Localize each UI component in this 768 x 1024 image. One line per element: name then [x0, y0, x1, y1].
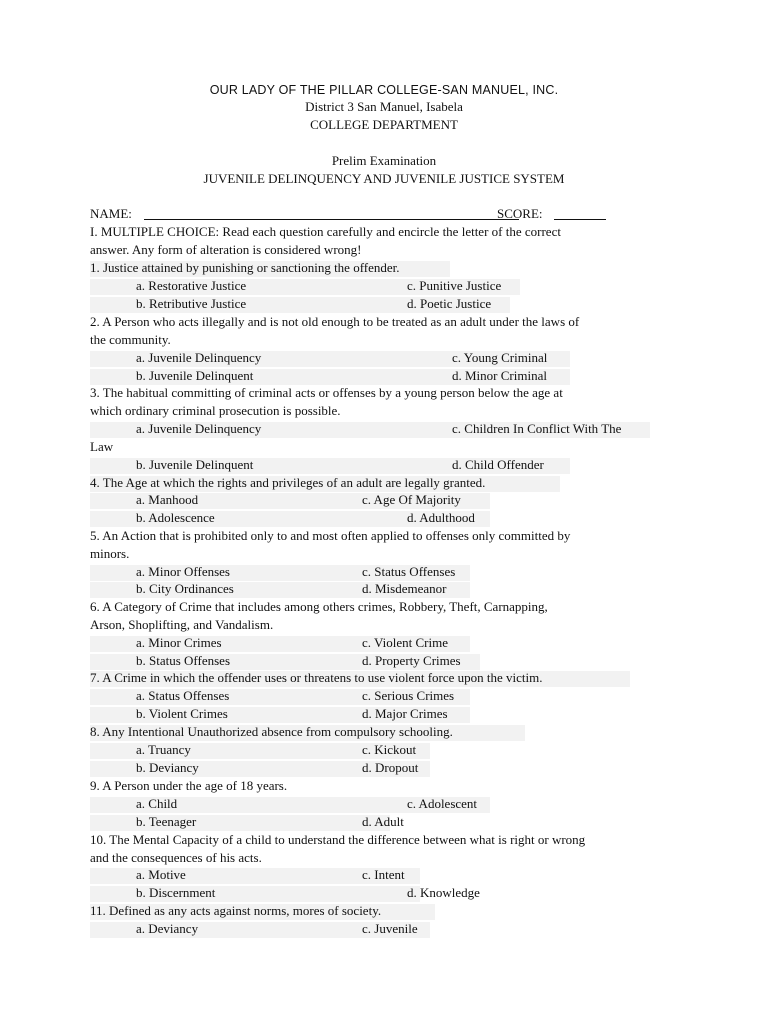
q3-option-c-cont: Law [90, 439, 114, 454]
q5-option-c[interactable]: c. Status Offenses [362, 564, 456, 579]
q5-option-b[interactable]: b. City Ordinances [136, 581, 234, 596]
q3-option-d[interactable]: d. Child Offender [452, 457, 544, 472]
question-5: 5. An Action that is prohibited only to and most often applied to offenses only committed by [90, 528, 571, 543]
q10-option-d[interactable]: d. Knowledge [407, 885, 480, 900]
q3-option-b[interactable]: b. Juvenile Delinquent [136, 457, 254, 472]
q7-option-b[interactable]: b. Violent Crimes [136, 706, 228, 721]
q5-option-a[interactable]: a. Minor Offenses [136, 564, 230, 579]
q1-option-b[interactable]: b. Retributive Justice [136, 296, 247, 311]
q9-option-c[interactable]: c. Adolescent [407, 796, 478, 811]
question-8: 8. Any Intentional Unauthorized absence from compulsory schooling. [90, 724, 453, 739]
question-5-cont: minors. [90, 546, 130, 561]
name-label: NAME: [90, 206, 132, 221]
question-4: 4. The Age at which the rights and privileges of an adult are legally granted. [90, 475, 486, 490]
q7-option-d[interactable]: d. Major Crimes [362, 706, 448, 721]
school-name: OUR LADY OF THE PILLAR COLLEGE-SAN MANUEL, INC. [209, 83, 559, 97]
question-3-cont: which ordinary criminal prosecution is possible. [90, 403, 341, 418]
question-6-cont: Arson, Shoplifting, and Vandalism. [90, 617, 274, 632]
score-field[interactable] [554, 219, 606, 220]
school-address: District 3 San Manuel, Isabela [305, 99, 463, 114]
q4-option-a[interactable]: a. Manhood [136, 492, 199, 507]
q7-option-c[interactable]: c. Serious Crimes [362, 688, 455, 703]
q2-option-c[interactable]: c. Young Criminal [452, 350, 548, 365]
q4-option-c[interactable]: c. Age Of Majority [362, 492, 461, 507]
q6-option-a[interactable]: a. Minor Crimes [136, 635, 222, 650]
question-1: 1. Justice attained by punishing or sanctioning the offender. [90, 260, 400, 275]
q2-option-d[interactable]: d. Minor Criminal [452, 368, 547, 383]
q8-option-a[interactable]: a. Truancy [136, 742, 191, 757]
q3-option-a[interactable]: a. Juvenile Delinquency [136, 421, 262, 436]
q6-option-c[interactable]: c. Violent Crime [362, 635, 448, 650]
q2-option-b[interactable]: b. Juvenile Delinquent [136, 368, 254, 383]
name-field[interactable] [144, 219, 519, 220]
q3-option-c[interactable]: c. Children In Conflict With The [452, 421, 622, 436]
q1-option-d[interactable]: d. Poetic Justice [407, 296, 492, 311]
q10-option-a[interactable]: a. Motive [136, 867, 186, 882]
subject-title: JUVENILE DELINQUENCY AND JUVENILE JUSTICE SYSTEM [203, 171, 565, 186]
q10-option-b[interactable]: b. Discernment [136, 885, 216, 900]
question-7: 7. A Crime in which the offender uses or threatens to use violent force upon the victim. [90, 670, 543, 685]
score-label: SCORE: [497, 206, 543, 221]
q8-option-b[interactable]: b. Deviancy [136, 760, 199, 775]
q9-option-a[interactable]: a. Child [136, 796, 178, 811]
q7-option-a[interactable]: a. Status Offenses [136, 688, 230, 703]
question-10-cont: and the consequences of his acts. [90, 850, 262, 865]
name-score-row [90, 205, 610, 223]
question-3: 3. The habitual committing of criminal acts or offenses by a young person below the age at [90, 385, 563, 400]
q8-option-c[interactable]: c. Kickout [362, 742, 417, 757]
q6-option-d[interactable]: d. Property Crimes [362, 653, 461, 668]
q10-option-c[interactable]: c. Intent [362, 867, 405, 882]
question-11: 11. Defined as any acts against norms, mores of society. [90, 903, 382, 918]
question-2: 2. A Person who acts illegally and is not old enough to be treated as an adult under the laws of [90, 314, 580, 329]
exam-title: Prelim Examination [331, 153, 437, 168]
q6-option-b[interactable]: b. Status Offenses [136, 653, 231, 668]
q9-option-b[interactable]: b. Teenager [136, 814, 197, 829]
highlight [90, 815, 390, 831]
question-10: 10. The Mental Capacity of a child to understand the difference between what is right or wrong [90, 832, 586, 847]
question-9: 9. A Person under the age of 18 years. [90, 778, 288, 793]
q11-option-a[interactable]: a. Deviancy [136, 921, 199, 936]
department: COLLEGE DEPARTMENT [310, 117, 458, 132]
q5-option-d[interactable]: d. Misdemeanor [362, 581, 447, 596]
q4-option-d[interactable]: d. Adulthood [407, 510, 475, 525]
instructions-line-2: answer. Any form of alteration is considered wrong! [90, 242, 362, 257]
question-6: 6. A Category of Crime that includes among others crimes, Robbery, Theft, Carnapping, [90, 599, 548, 614]
q11-option-c[interactable]: c. Juvenile [362, 921, 418, 936]
question-2-cont: the community. [90, 332, 171, 347]
q1-option-c[interactable]: c. Punitive Justice [407, 278, 502, 293]
q1-option-a[interactable]: a. Restorative Justice [136, 278, 247, 293]
q8-option-d[interactable]: d. Dropout [362, 760, 419, 775]
q4-option-b[interactable]: b. Adolescence [136, 510, 215, 525]
q2-option-a[interactable]: a. Juvenile Delinquency [136, 350, 262, 365]
q9-option-d[interactable]: d. Adult [362, 814, 404, 829]
instructions-line-1: I. MULTIPLE CHOICE: Read each question carefully and encircle the letter of the correct [90, 224, 561, 239]
